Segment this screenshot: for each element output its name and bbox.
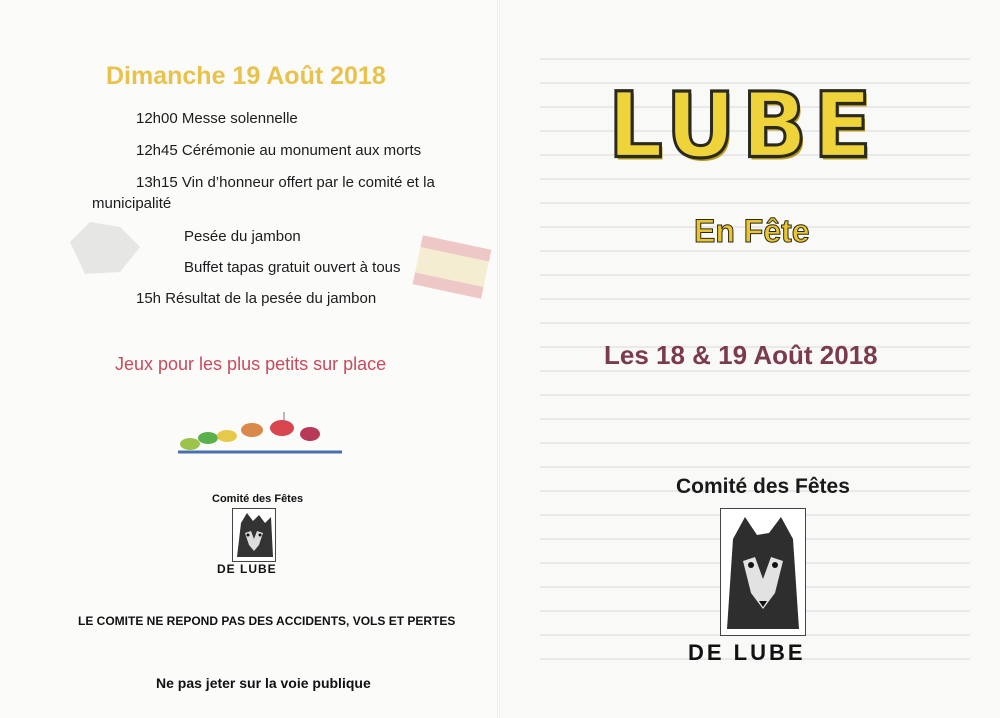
schedule-item: 12h45 Cérémonie au monument aux morts	[136, 142, 422, 159]
schedule-item: 15h Résultat de la pesée du jambon	[136, 290, 377, 307]
date-title: Dimanche 19 Août 2018	[106, 62, 386, 90]
logo-title: Comité des Fêtes	[212, 493, 304, 505]
litter-note: Ne pas jeter sur la voie publique	[156, 675, 371, 691]
schedule-item: Pesée du jambon	[184, 228, 301, 245]
committee-place: DE LUBE	[688, 640, 806, 665]
schedule-item: 12h00 Messe solennelle	[136, 110, 298, 127]
schedule-item: Buffet tapas gratuit ouvert à tous	[184, 259, 401, 276]
event-dates: Les 18 & 19 Août 2018	[604, 340, 878, 370]
faded-flag-image	[412, 232, 492, 302]
kids-games-note: Jeux pour les plus petits sur place	[115, 354, 387, 374]
schedule-item: 13h15 Vin d’honneur offert par le comité et la	[136, 174, 435, 191]
birds-illustration	[172, 408, 352, 464]
disclaimer: LE COMITE NE REPOND PAS DES ACCIDENTS, VOLS ET PERTES	[78, 614, 456, 628]
faded-map-image	[60, 212, 150, 282]
wolf-logo-image	[720, 508, 806, 636]
committee-title: Comité des Fêtes	[676, 475, 850, 498]
lube-logo-title: LUBE	[608, 73, 878, 179]
logo-subtitle: DE LUBE	[217, 562, 277, 576]
en-fete-subtitle: En Fête	[694, 213, 810, 249]
wolf-logo-image	[232, 508, 276, 562]
bleed-through-text	[125, 430, 144, 497]
left-page	[0, 0, 498, 718]
schedule-item: municipalité	[92, 195, 172, 212]
